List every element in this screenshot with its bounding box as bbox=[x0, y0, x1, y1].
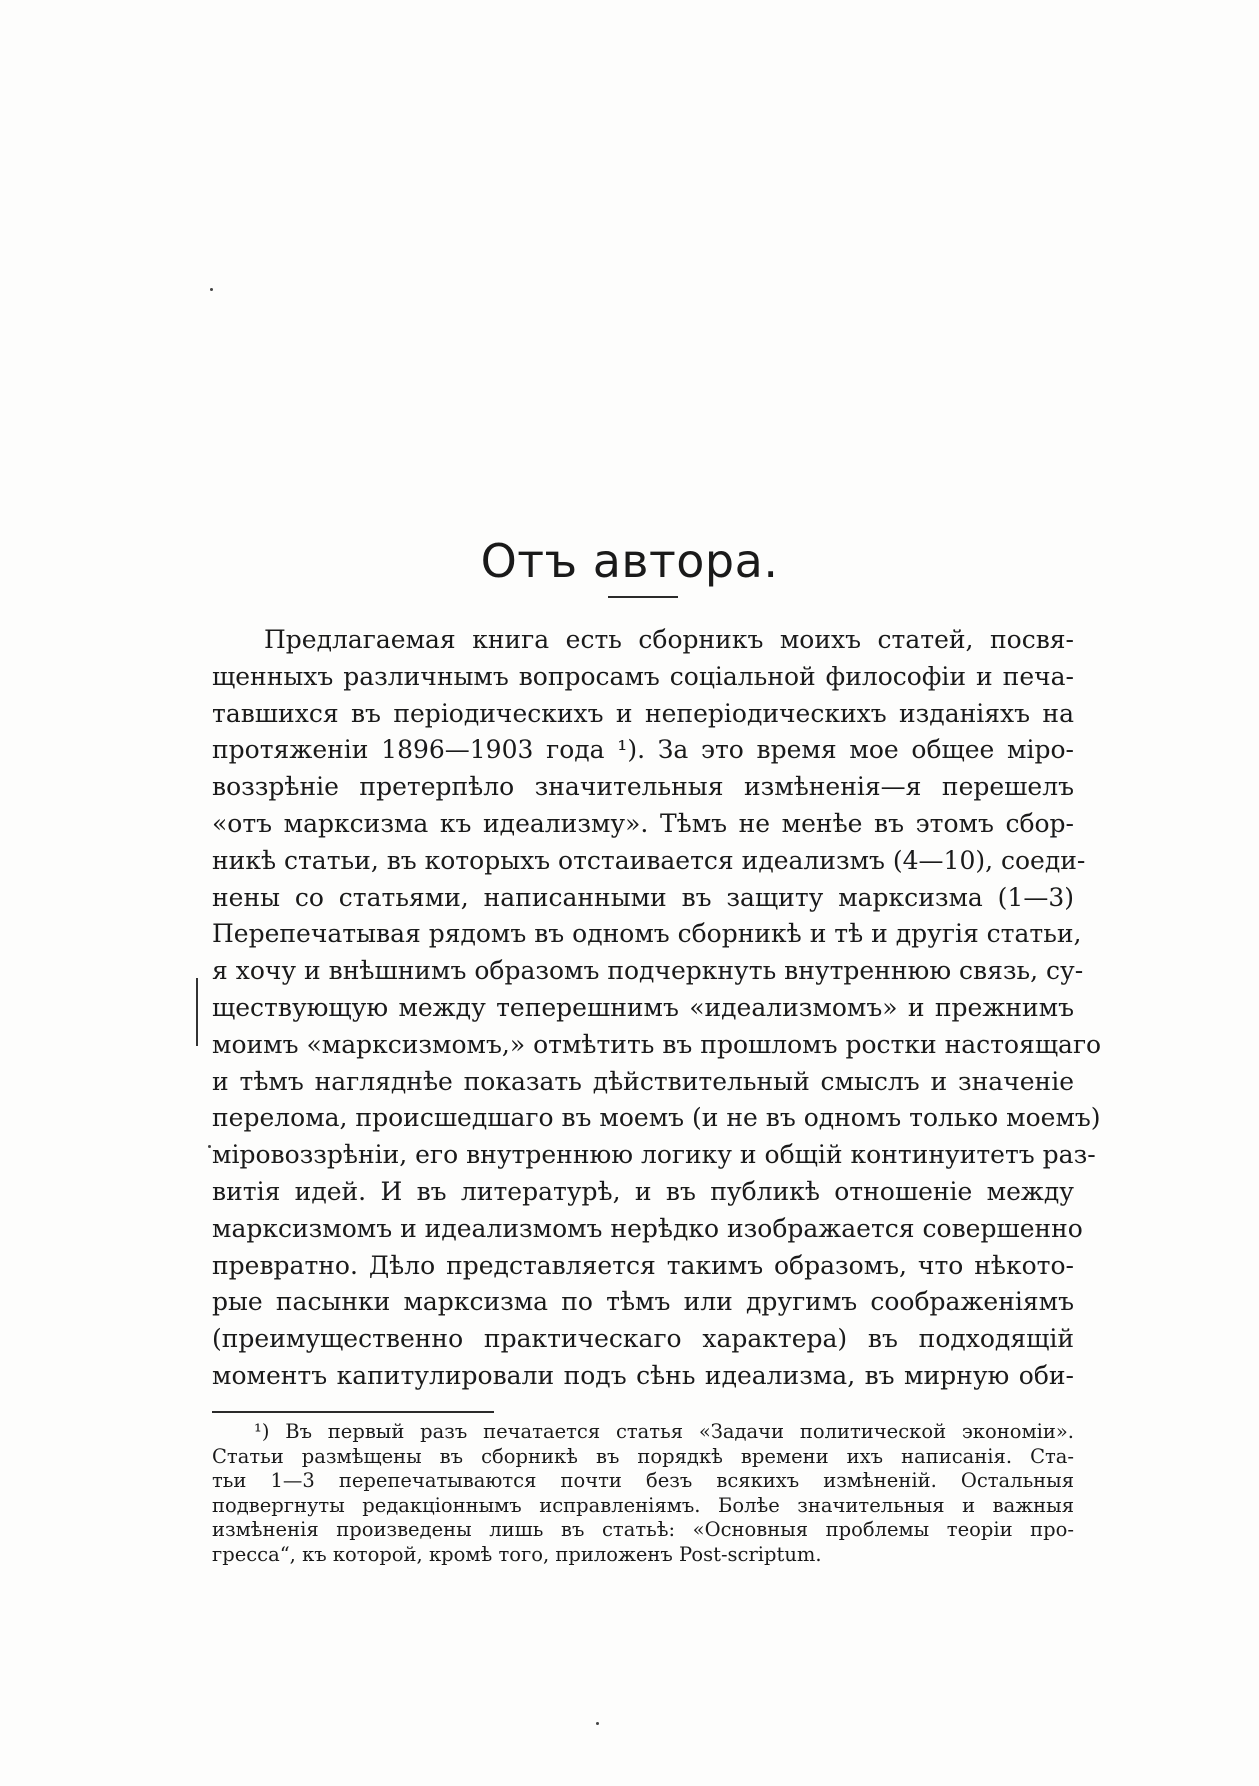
body-line: моментъ капитулировали подъ сѣнь идеализма, въ мирную оби- bbox=[212, 1360, 1074, 1390]
body-line: я хочу и внѣшнимъ образомъ подчеркнуть внутреннюю связь, су- bbox=[212, 956, 1084, 986]
footnote bbox=[212, 1420, 1074, 1568]
footnote-divider bbox=[212, 1411, 494, 1413]
body-line: витія идей. И въ литературѣ, и въ публикѣ отношеніе между bbox=[212, 1176, 1074, 1206]
body-line: и тѣмъ нагляднѣе показать дѣйствительный смыслъ и значеніе bbox=[212, 1066, 1074, 1096]
footnote-line: подвергнуты редакціоннымъ исправленіямъ. Болѣе значительныя и важныя bbox=[212, 1493, 1074, 1517]
scan-speck bbox=[210, 288, 213, 291]
body-line: никѣ статьи, въ которыхъ отстаивается идеализмъ (4—10), соеди- bbox=[212, 845, 1086, 875]
scan-speck bbox=[208, 1145, 211, 1148]
body-line: нены со статьями, написанными въ защиту марксизма (1—3) bbox=[212, 882, 1074, 912]
body-line: марксизмомъ и идеализмомъ нерѣдко изображается совершенно bbox=[212, 1213, 1083, 1243]
body-line: (преимущественно практическаго характера) въ подходящій bbox=[212, 1324, 1074, 1354]
body-line: «отъ марксизма къ идеализму». Тѣмъ не менѣе въ этомъ сбор- bbox=[212, 808, 1074, 838]
body-line: воззрѣніе претерпѣло значительныя измѣненія—я перешелъ bbox=[212, 772, 1074, 802]
footnote-line: измѣненія произведены лишь въ статьѣ: «Основныя проблемы теоріи про- bbox=[212, 1518, 1074, 1542]
body-line: рые пасынки марксизма по тѣмъ или другимъ соображеніямъ bbox=[212, 1287, 1074, 1317]
body-line: ществующую между теперешнимъ «идеализмомъ» и прежнимъ bbox=[212, 992, 1074, 1022]
scan-speck bbox=[596, 1722, 599, 1725]
title-divider bbox=[608, 596, 678, 598]
body-line: протяженіи 1896—1903 года ¹). За это время мое общее міро- bbox=[212, 735, 1074, 765]
page-title: Отъ автора. bbox=[480, 533, 779, 588]
body-paragraph bbox=[212, 622, 1102, 1395]
body-line: Предлагаемая книга есть сборникъ моихъ статей, посвя- bbox=[264, 625, 1074, 654]
footnote-line: Статьи размѣщены въ сборникѣ въ порядкѣ времени ихъ написанія. Ста- bbox=[212, 1444, 1074, 1468]
body-line: моимъ «марксизмомъ,» отмѣтить въ прошломъ ростки настоящаго bbox=[212, 1029, 1102, 1059]
footnote-line: гресса“, къ которой, кромѣ того, приложенъ Post-scriptum. bbox=[212, 1542, 822, 1566]
margin-mark bbox=[196, 978, 198, 1046]
body-line: міровоззрѣніи, его внутреннюю логику и общій континуитетъ раз- bbox=[212, 1140, 1096, 1170]
footnote-line: ¹) Въ первый разъ печатается статья «Задачи политической экономіи». bbox=[254, 1420, 1074, 1443]
footnote-line: тьи 1—3 перепечатываются почти безъ всякихъ измѣненій. Остальныя bbox=[212, 1469, 1074, 1493]
body-line: Перепечатывая рядомъ въ одномъ сборникѣ и тѣ и другія статьи, bbox=[212, 919, 1082, 949]
body-line: щенныхъ различнымъ вопросамъ соціальной философіи и печа- bbox=[212, 661, 1074, 691]
body-line: перелома, происшедшаго въ моемъ (и не въ одномъ только моемъ) bbox=[212, 1103, 1101, 1133]
body-line: тавшихся въ періодическихъ и неперіодическихъ изданіяхъ на bbox=[212, 698, 1074, 728]
body-line: превратно. Дѣло представляется такимъ образомъ, что нѣкото- bbox=[212, 1250, 1074, 1280]
